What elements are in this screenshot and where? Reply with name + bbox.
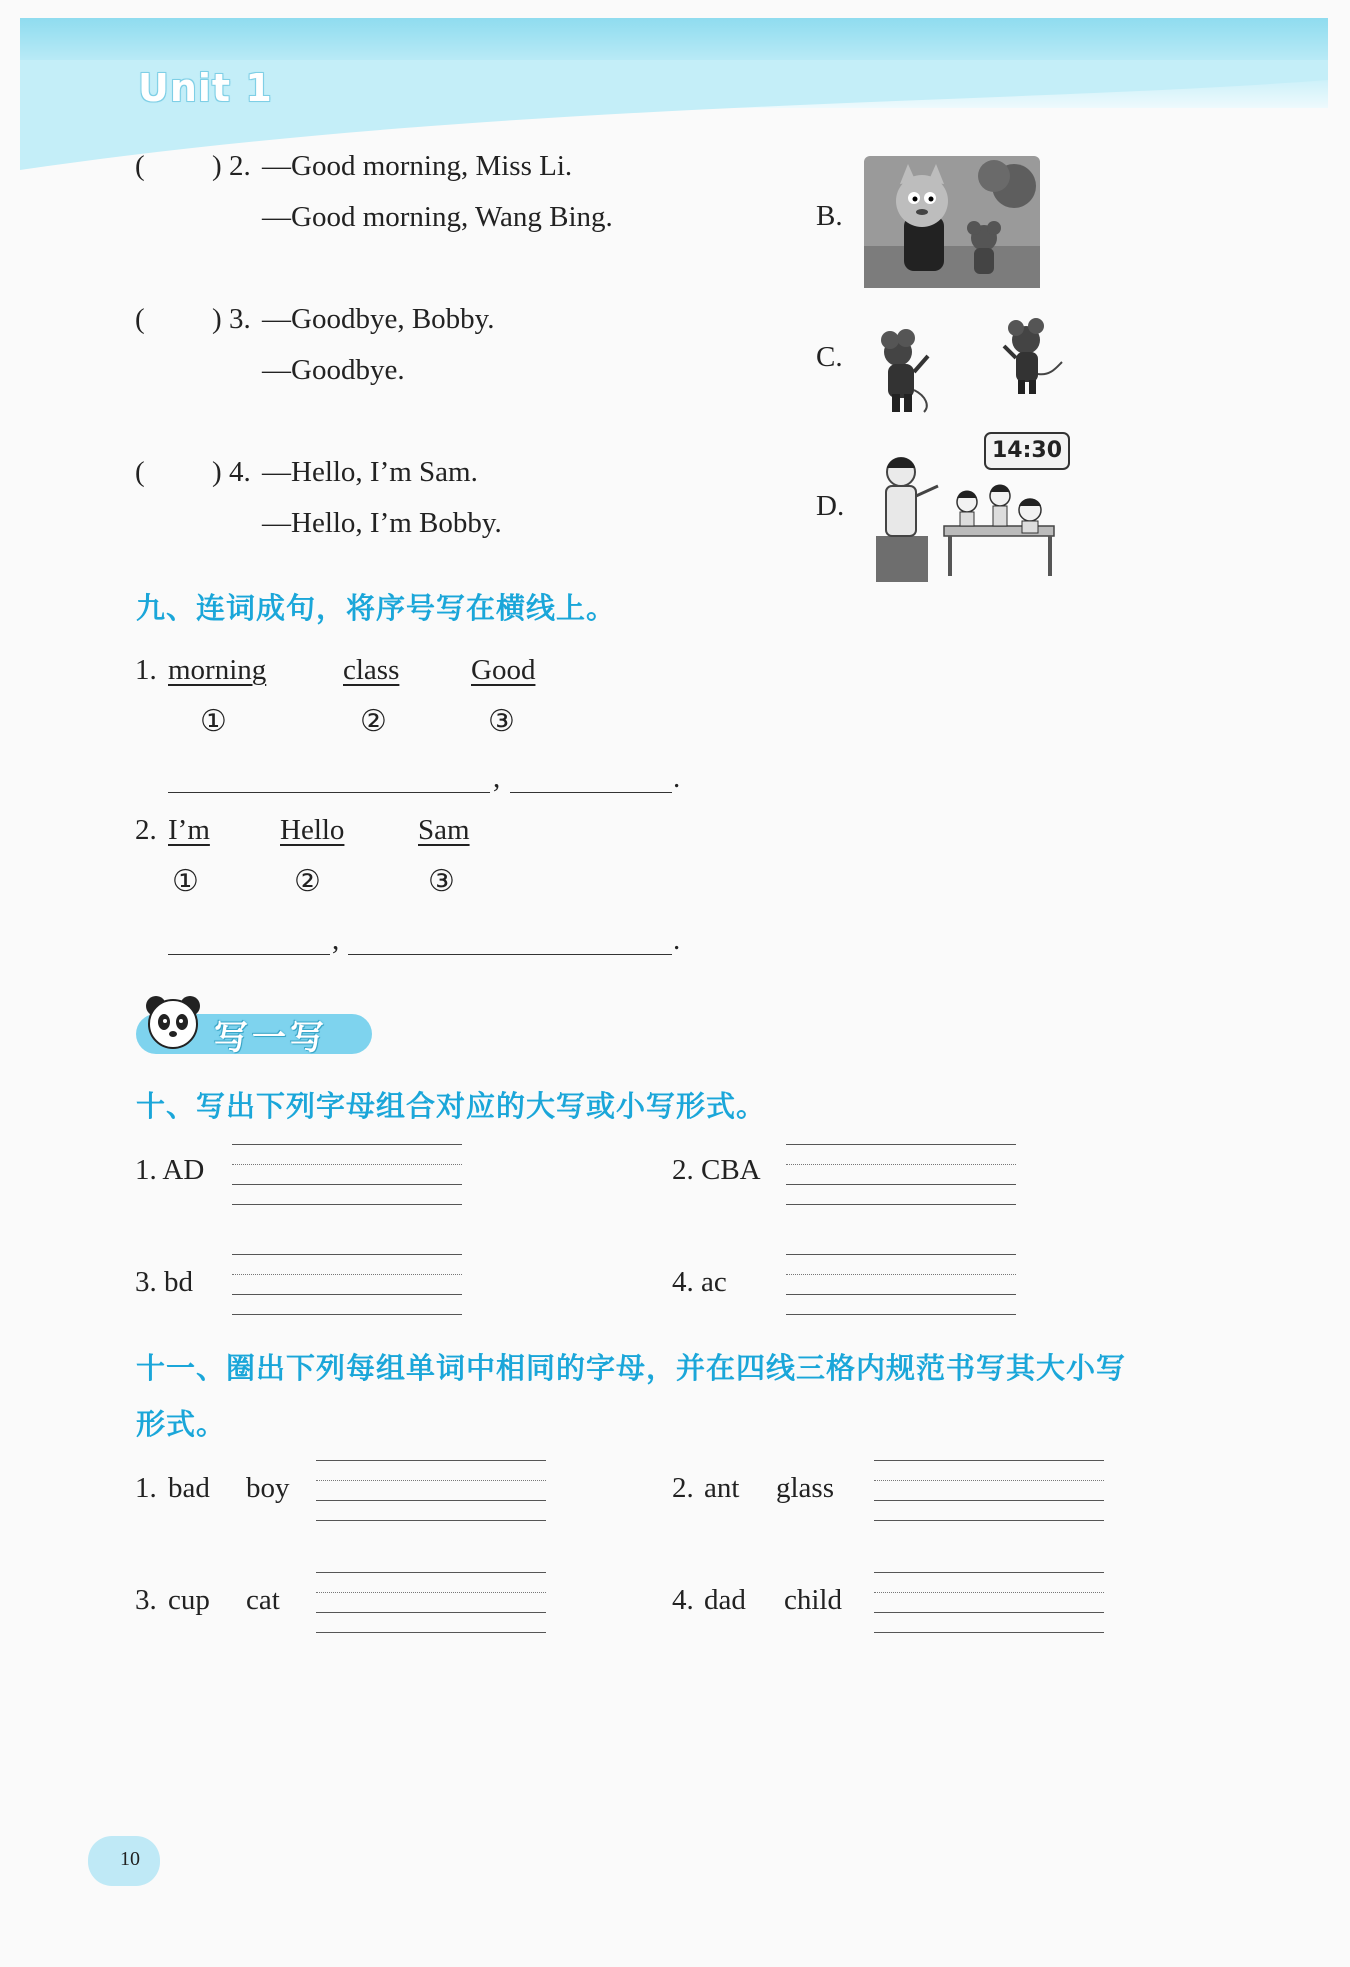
- paren-open: (: [135, 150, 145, 182]
- item-number: 3.: [135, 1584, 157, 1616]
- answer-blank[interactable]: [510, 792, 672, 793]
- word: bad: [168, 1472, 210, 1504]
- item-number: 2.: [135, 814, 157, 846]
- period: .: [673, 924, 681, 956]
- letter-item: 4. ac: [672, 1266, 727, 1298]
- period: .: [673, 762, 681, 794]
- unit-title: Unit 1: [138, 66, 273, 110]
- word: Sam: [418, 814, 470, 846]
- item-number: 1.: [135, 1472, 157, 1504]
- dialogue-line: —Good morning, Wang Bing.: [262, 201, 613, 233]
- dialogue-line: —Goodbye.: [262, 354, 405, 386]
- section-11-title: 十一、圈出下列每组单词中相同的字母，并在四线三格内规范书写其大小写: [136, 1351, 1127, 1385]
- option-label-c: C.: [816, 341, 843, 373]
- option-label-d: D.: [816, 490, 845, 522]
- clock-time: 14:30: [991, 438, 1063, 463]
- four-line-grid[interactable]: [874, 1572, 1104, 1632]
- circled-number: ②: [360, 704, 387, 739]
- word: child: [784, 1584, 842, 1616]
- word: Hello: [280, 814, 345, 846]
- word: morning: [168, 654, 267, 686]
- word: cat: [246, 1584, 280, 1616]
- comma: ,: [493, 762, 501, 794]
- answer-blank[interactable]: [348, 954, 672, 955]
- four-line-grid[interactable]: [786, 1254, 1016, 1314]
- clock-display: [984, 432, 1070, 470]
- write-section-label: 写一写: [214, 1018, 328, 1058]
- dialogue-line: —Hello, I’m Sam.: [262, 456, 478, 488]
- dialogue-line: —Good morning, Miss Li.: [262, 150, 573, 182]
- answer-blank[interactable]: [168, 954, 330, 955]
- item-number: 4.: [229, 456, 251, 488]
- four-line-grid[interactable]: [786, 1144, 1016, 1204]
- four-line-grid[interactable]: [874, 1460, 1104, 1520]
- word: boy: [246, 1472, 290, 1504]
- circled-number: ③: [488, 704, 515, 739]
- section-11-title-cont: 形式。: [136, 1407, 227, 1441]
- section-9-title: 九、连词成句，将序号写在横线上。: [136, 591, 617, 625]
- letter-item: 3. bd: [135, 1266, 193, 1298]
- letter-item: 2. CBA: [672, 1154, 761, 1186]
- circled-number: ①: [200, 704, 227, 739]
- dialogue-line: —Hello, I’m Bobby.: [262, 507, 502, 539]
- item-number: 3.: [229, 303, 251, 335]
- picture-b-cat-and-mouse: [864, 156, 1040, 288]
- four-line-grid[interactable]: [232, 1254, 462, 1314]
- four-line-grid[interactable]: [316, 1572, 546, 1632]
- picture-c-mice-waving: [866, 312, 1076, 416]
- paren-close: ): [212, 150, 222, 182]
- item-number: 2.: [672, 1472, 694, 1504]
- paren-close: ): [212, 456, 222, 488]
- item-number: 1.: [135, 654, 157, 686]
- dialogue-line: —Goodbye, Bobby.: [262, 303, 495, 335]
- page-number: 10: [120, 1848, 140, 1870]
- circled-number: ③: [428, 864, 455, 899]
- four-line-grid[interactable]: [316, 1460, 546, 1520]
- word: Good: [471, 654, 536, 686]
- paren-open: (: [135, 456, 145, 488]
- word: glass: [776, 1472, 834, 1504]
- item-number: 4.: [672, 1584, 694, 1616]
- word: class: [343, 654, 400, 686]
- panda-icon: [142, 992, 204, 1054]
- letter-item: 1. AD: [135, 1154, 205, 1186]
- circled-number: ②: [294, 864, 321, 899]
- word: I’m: [168, 814, 210, 846]
- comma: ,: [332, 924, 340, 956]
- circled-number: ①: [172, 864, 199, 899]
- word: dad: [704, 1584, 746, 1616]
- paren-close: ): [212, 303, 222, 335]
- paren-open: (: [135, 303, 145, 335]
- answer-blank[interactable]: [168, 792, 490, 793]
- word: cup: [168, 1584, 210, 1616]
- item-number: 2.: [229, 150, 251, 182]
- option-label-b: B.: [816, 200, 843, 232]
- four-line-grid[interactable]: [232, 1144, 462, 1204]
- section-10-title: 十、写出下列字母组合对应的大写或小写形式。: [136, 1089, 767, 1123]
- word: ant: [704, 1472, 740, 1504]
